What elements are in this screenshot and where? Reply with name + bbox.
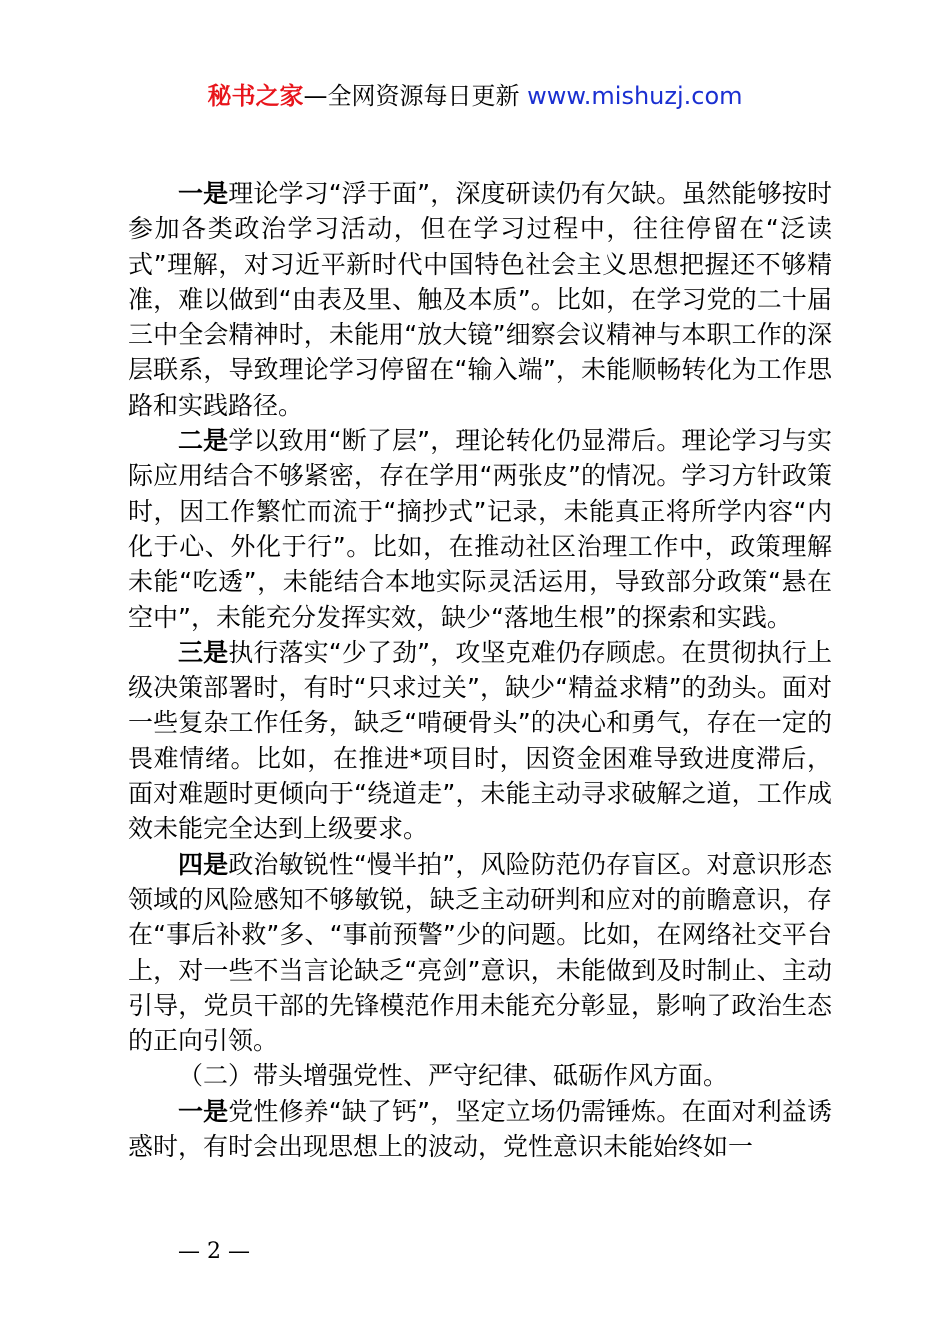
- paragraph-execution: [128, 635, 832, 847]
- section-heading: [128, 1058, 832, 1093]
- paragraph-lead: 二是: [178, 426, 229, 456]
- paragraph-lead: 一是: [178, 179, 229, 208]
- document-body: [128, 176, 832, 1164]
- section-heading-text: （二）带头增强党性、严守纪律、砥砺作风方面。: [178, 1061, 729, 1091]
- paragraph-text: 理论学习“浮于面”，深度研读仍有欠缺。虽然能够按时参加各类政治学习活动，但在学习过程中，往往停留在“泛读式”理解，对习近平新时代中国特色社会主义思想把握还不够精准，难以做到“由表及里、触及本质”。比如，在学习党的二十届三中全会精神时，未能用“放大镜”细察会议精神与本职工作的深层联系，导致理论学习停留在“输入端”，未能顺畅转化为工作思路和实践路径。: [128, 179, 832, 420]
- page-number: — 2 —: [178, 1239, 250, 1264]
- site-watermark-header: [0, 80, 950, 112]
- paragraph-text: 党性修养“缺了钙”，坚定立场仍需锤炼。在面对利益诱惑时，有时会出现思想上的波动，党性意识未能始终如一: [128, 1096, 832, 1162]
- paragraph-theory-study: [128, 176, 832, 423]
- site-url: www.mishuzj.com: [527, 82, 743, 110]
- paragraph-apply-learning: [128, 423, 832, 635]
- paragraph-text: 政治敏锐性“慢半拍”，风险防范仍存盲区。对意识形态领域的风险感知不够敏锐，缺乏主动研判和应对的前瞻意识，存在“事后补救”多、“事前预警”少的问题。比如，在网络社交平台上，对一些不当言论缺乏“亮剑”意识，未能做到及时制止、主动引导，党员干部的先锋模范作用未能充分彰显，影响了政治生态的正向引领。: [128, 849, 832, 1056]
- paragraph-lead: 一是: [178, 1096, 229, 1126]
- site-tagline: —全网资源每日更新: [303, 82, 528, 110]
- paragraph-text: 学以致用“断了层”，理论转化仍显滞后。理论学习与实际应用结合不够紧密，存在学用“两张皮”的情况。学习方针政策时，因工作繁忙而流于“摘抄式”记录，未能真正将所学内容“内化于心、外化于行”。比如，在推动社区治理工作中，政策理解未能“吃透”，未能结合本地实际灵活运用，导致部分政策“悬在空中”，未能充分发挥实效，缺少“落地生根”的探索和实践。: [128, 426, 832, 632]
- paragraph-party-spirit: [128, 1094, 832, 1165]
- paragraph-text: 执行落实“少了劲”，攻坚克难仍存顾虑。在贯彻执行上级决策部署时，有时“只求过关”，缺少“精益求精”的劲头。面对一些复杂工作任务，缺乏“啃硬骨头”的决心和勇气，存在一定的畏难情绪。比如，在推进*项目时，因资金困难导致进度滞后，面对难题时更倾向于“绕道走”，未能主动寻求破解之道，工作成效未能完全达到上级要求。: [128, 637, 832, 844]
- paragraph-lead: 三是: [178, 637, 229, 667]
- paragraph-lead: 四是: [178, 849, 229, 879]
- paragraph-political-sensitivity: [128, 847, 832, 1059]
- site-brand-name: 秘书之家: [207, 82, 304, 110]
